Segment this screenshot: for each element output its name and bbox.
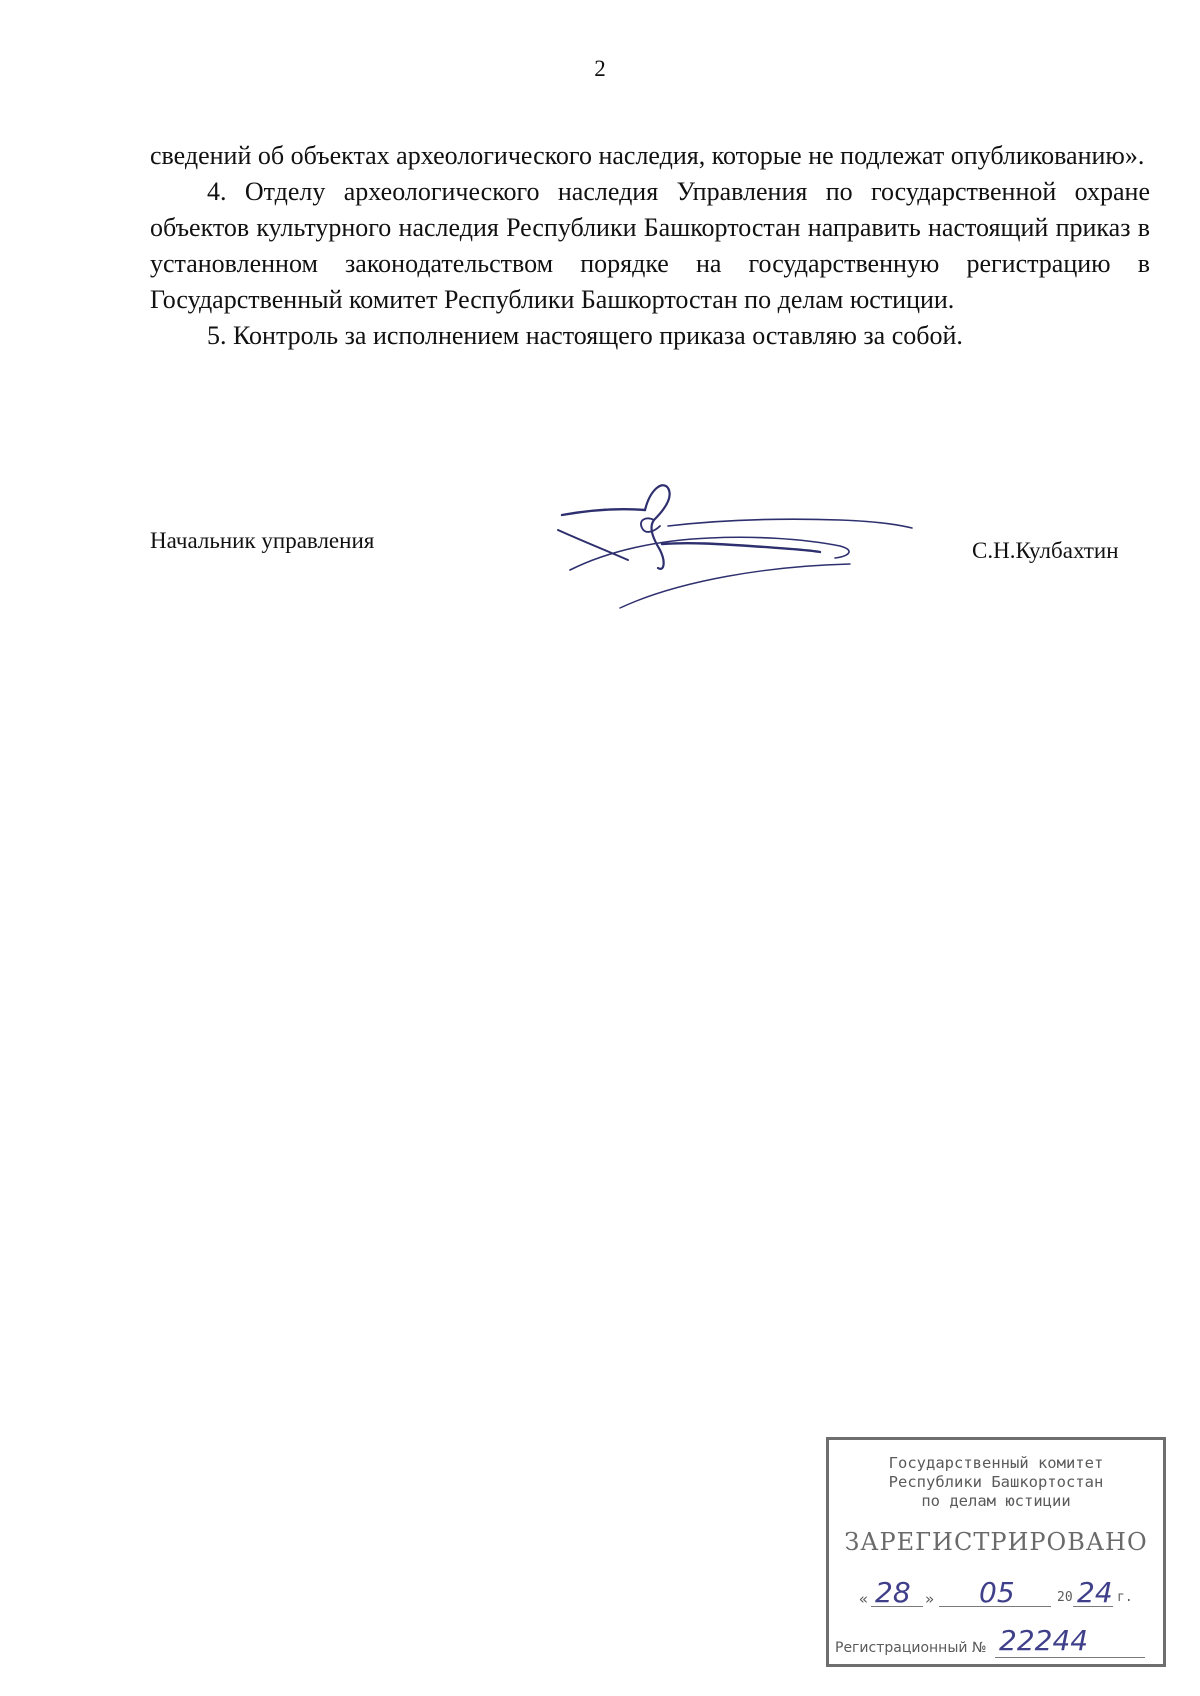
stamp-org-line: Республики Башкортостан: [888, 1473, 1104, 1491]
stamp-date-open-quote: «: [859, 1590, 869, 1608]
stamp-year-suffix: 24: [1077, 1576, 1113, 1609]
paragraph-item-5: 5. Контроль за исполнением настоящего приказа оставляю за собой.: [207, 321, 963, 350]
stamp-year-prefix: 20: [1057, 1590, 1073, 1605]
stamp-month: 05: [979, 1576, 1015, 1609]
stamp-organization: [829, 1454, 1163, 1511]
stamp-reg-number: 22244: [999, 1624, 1089, 1657]
stamp-year-unit: г.: [1117, 1590, 1133, 1605]
stamp-date: [859, 1576, 1149, 1610]
page-number: 2: [594, 56, 606, 81]
registration-stamp: [826, 1437, 1166, 1667]
stamp-org-line: по делам юстиции: [921, 1492, 1071, 1510]
stamp-title: ЗАРЕГИСТРИРОВАНО: [844, 1528, 1148, 1556]
document-body: [150, 138, 1150, 354]
stamp-reg-label: Регистрационный №: [835, 1640, 987, 1656]
stamp-registration: [835, 1624, 1155, 1660]
handwritten-signature: [550, 480, 940, 610]
paragraph-continuation: сведений об объектах археологического наследия, которые не подлежат опубликованию».: [150, 141, 1145, 170]
stamp-date-close-quote: »: [925, 1590, 935, 1608]
signatory-title: Начальник управления: [150, 528, 375, 553]
signatory-name: С.Н.Кулбахтин: [972, 538, 1119, 563]
stamp-org-line: Государственный комитет: [888, 1454, 1104, 1472]
stamp-day: 28: [875, 1576, 911, 1609]
paragraph-item-4: 4. Отделу археологического наследия Управления по государственной охране объектов культурного наследия Республики Башкортостан направить настоящий приказ в установленном законодательством порядке на государственную регистрацию в Государственный комитет Республики Башкортостан по делам юстиции.: [150, 177, 1150, 314]
